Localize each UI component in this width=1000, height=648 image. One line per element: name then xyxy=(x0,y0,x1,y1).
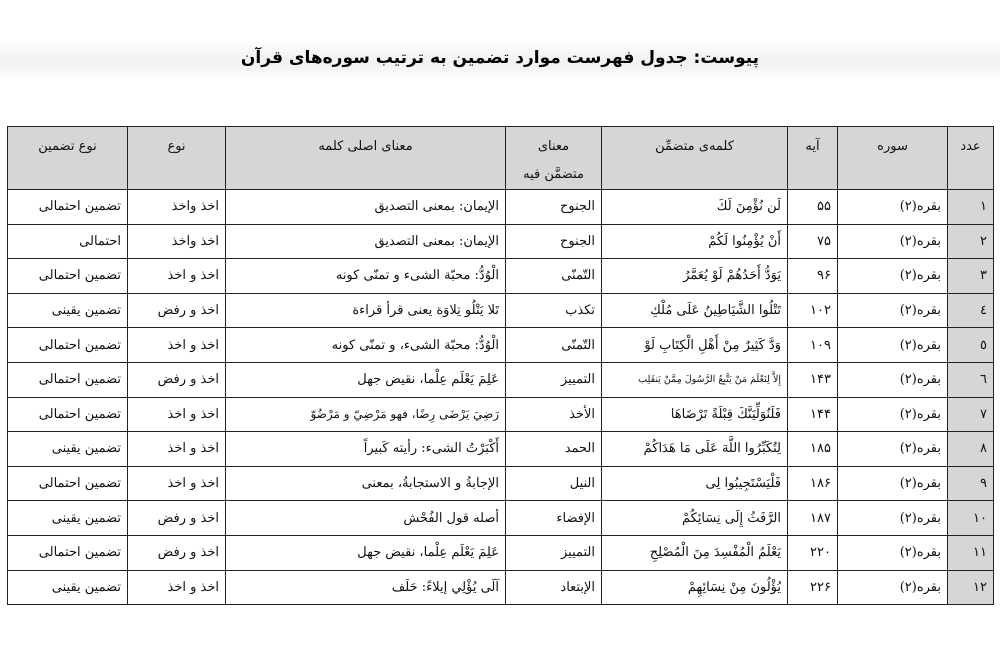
row-original-meaning: عَلِمَ يَعْلَم عِلْما، نقيض جهل xyxy=(226,535,506,570)
page-title: پیوست: جدول فهرست موارد تضمین به ترتیب سوره‌های قرآن xyxy=(240,48,760,68)
row-kind: اخذ و اخذ xyxy=(128,328,226,363)
table-row xyxy=(8,501,994,536)
row-tadmin-type: تضمین احتمالی xyxy=(8,397,128,432)
row-index: ۱۲ xyxy=(948,570,994,605)
row-kind: اخذ و اخذ xyxy=(128,432,226,467)
row-index: ۱۰ xyxy=(948,501,994,536)
row-phrase: لَن نُؤْمِنَ لَكَ xyxy=(602,190,788,225)
header-index: عدد xyxy=(948,127,994,190)
row-original-meaning: عَلِمَ يَعْلَم عِلْما، نقيض جهل xyxy=(226,362,506,397)
row-original-meaning: أصله قول الفُحْش xyxy=(226,501,506,536)
row-implied-meaning: التمييز xyxy=(506,535,602,570)
row-phrase: فَلَنُوَلِّيَنَّكَ قِبْلَةً تَرْضَاهَا xyxy=(602,397,788,432)
row-index: ٦ xyxy=(948,362,994,397)
row-aya: ۲۲۰ xyxy=(788,535,838,570)
table-row xyxy=(8,535,994,570)
row-original-meaning: الْوُدُّ: محبّة الشیء و تمنّی كونه xyxy=(226,259,506,294)
table-row xyxy=(8,293,994,328)
row-index: ۳ xyxy=(948,259,994,294)
row-surah: بقره(۲) xyxy=(838,293,948,328)
row-phrase: يُؤْلُونَ مِنْ نِسَائِهِمْ xyxy=(602,570,788,605)
row-phrase: فَلْيَسْتَجِيبُوا لِی xyxy=(602,466,788,501)
row-original-meaning: الإجابةُ و الاستجابةُ، بمعنی xyxy=(226,466,506,501)
header-kind: نوع xyxy=(128,127,226,190)
row-kind: اخذ واخذ xyxy=(128,224,226,259)
header-implied-meaning-line2: متضمَّن فیه xyxy=(523,167,584,182)
table-row xyxy=(8,328,994,363)
row-kind: اخذ و رفض xyxy=(128,501,226,536)
row-implied-meaning: التّمنّی xyxy=(506,259,602,294)
row-aya: ۱۸۶ xyxy=(788,466,838,501)
table-row xyxy=(8,362,994,397)
row-original-meaning: آلَى يُؤْلِي إيلاءً: حَلَف xyxy=(226,570,506,605)
row-phrase: الرَّفَثُ إِلَى نِسَائِكُمْ xyxy=(602,501,788,536)
row-tadmin-type: احتمالی xyxy=(8,224,128,259)
table-row xyxy=(8,466,994,501)
header-implied-meaning xyxy=(506,127,602,190)
row-original-meaning: الإیمان: بمعنی التصدیق xyxy=(226,190,506,225)
row-surah: بقره(۲) xyxy=(838,570,948,605)
row-surah: بقره(۲) xyxy=(838,432,948,467)
row-kind: اخذ و اخذ xyxy=(128,259,226,294)
row-aya: ۹۶ xyxy=(788,259,838,294)
row-surah: بقره(۲) xyxy=(838,466,948,501)
row-kind: اخذ و اخذ xyxy=(128,466,226,501)
row-implied-meaning: الجنوح xyxy=(506,224,602,259)
row-index: ۱۱ xyxy=(948,535,994,570)
row-surah: بقره(۲) xyxy=(838,328,948,363)
row-phrase: يَعْلَمُ الْمُفْسِدَ مِنَ الْمُصْلِحِ xyxy=(602,535,788,570)
row-implied-meaning: النيل xyxy=(506,466,602,501)
row-tadmin-type: تضمین یقینی xyxy=(8,293,128,328)
table-row xyxy=(8,224,994,259)
row-phrase: لِتُكَبِّرُوا اللَّهَ عَلَى مَا هَدَاكُمْ xyxy=(602,432,788,467)
row-implied-meaning: الإبتعاد xyxy=(506,570,602,605)
row-surah: بقره(۲) xyxy=(838,362,948,397)
row-index: ۹ xyxy=(948,466,994,501)
table-row xyxy=(8,432,994,467)
row-aya: ۱۸۵ xyxy=(788,432,838,467)
table-row xyxy=(8,259,994,294)
index-table xyxy=(7,126,994,605)
row-surah: بقره(۲) xyxy=(838,224,948,259)
table-row xyxy=(8,397,994,432)
row-implied-meaning: الجنوح xyxy=(506,190,602,225)
row-original-meaning: تَلا يَتْلُو تِلاوَة يعنی قرأ قراءة xyxy=(226,293,506,328)
row-surah: بقره(۲) xyxy=(838,259,948,294)
row-aya: ۵۵ xyxy=(788,190,838,225)
row-kind: اخذ واخذ xyxy=(128,190,226,225)
row-implied-meaning: التمييز xyxy=(506,362,602,397)
row-surah: بقره(۲) xyxy=(838,397,948,432)
row-aya: ۲۲۶ xyxy=(788,570,838,605)
row-phrase: أَنْ يُؤْمِنُوا لَكُمْ xyxy=(602,224,788,259)
row-implied-meaning: الإفضاء xyxy=(506,501,602,536)
row-tadmin-type: تضمین یقینی xyxy=(8,501,128,536)
row-phrase: يَوَدُّ أَحَدُهُمْ لَوْ يُعَمَّرُ xyxy=(602,259,788,294)
row-aya: ۱۸۷ xyxy=(788,501,838,536)
row-kind: اخذ و اخذ xyxy=(128,397,226,432)
row-original-meaning: الْوُدُّ: محبّة الشیء، و تمنّی كونه xyxy=(226,328,506,363)
row-tadmin-type: تضمین احتمالی xyxy=(8,535,128,570)
row-aya: ۱۴۳ xyxy=(788,362,838,397)
row-index: ۸ xyxy=(948,432,994,467)
row-kind: اخذ و رفض xyxy=(128,293,226,328)
row-phrase: إِلاَّ لِنَعْلَمَ مَنْ يَتَّبِعُ الرَّسُولَ مِمَّنْ يَنقَلِب xyxy=(602,362,788,397)
header-phrase: کلمه‌ی متضمِّن xyxy=(602,127,788,190)
header-implied-meaning-line1: معنای xyxy=(537,139,570,154)
header-tadmin-type: نوع تضمین xyxy=(8,127,128,190)
row-tadmin-type: تضمین احتمالی xyxy=(8,190,128,225)
table-row xyxy=(8,570,994,605)
row-original-meaning: رَضِيَ يَرْضَى رِضًا، فهو مَرْضِيّ و مَرْضُوّ xyxy=(226,397,506,432)
row-kind: اخذ و رفض xyxy=(128,535,226,570)
row-kind: اخذ و رفض xyxy=(128,362,226,397)
row-aya: ۱۰۹ xyxy=(788,328,838,363)
row-index: ۱ xyxy=(948,190,994,225)
row-original-meaning: الإیمان: بمعنی التصدیق xyxy=(226,224,506,259)
row-kind: اخذ و اخذ xyxy=(128,570,226,605)
row-surah: بقره(۲) xyxy=(838,535,948,570)
row-implied-meaning: الأخذ xyxy=(506,397,602,432)
row-original-meaning: أَكْبَرْتُ الشیء: رأيته كَبيراً xyxy=(226,432,506,467)
row-surah: بقره(۲) xyxy=(838,501,948,536)
row-index: ۲ xyxy=(948,224,994,259)
row-tadmin-type: تضمین احتمالی xyxy=(8,259,128,294)
row-tadmin-type: تضمین یقینی xyxy=(8,432,128,467)
row-index: ۷ xyxy=(948,397,994,432)
row-aya: ۱۰۲ xyxy=(788,293,838,328)
row-implied-meaning: تکذب xyxy=(506,293,602,328)
table-row xyxy=(8,190,994,225)
row-tadmin-type: تضمین احتمالی xyxy=(8,466,128,501)
row-tadmin-type: تضمین یقینی xyxy=(8,570,128,605)
header-original-meaning: معنای اصلی کلمه xyxy=(226,127,506,190)
row-index: ٤ xyxy=(948,293,994,328)
row-implied-meaning: الحمد xyxy=(506,432,602,467)
row-index: ٥ xyxy=(948,328,994,363)
row-aya: ۷۵ xyxy=(788,224,838,259)
header-row xyxy=(8,127,994,190)
row-aya: ۱۴۴ xyxy=(788,397,838,432)
row-phrase: تَتْلُوا الشَّيَاطِينُ عَلَى مُلْكِ xyxy=(602,293,788,328)
row-phrase: وَدَّ كَثِيرٌ مِنْ أَهْلِ الْكِتَابِ لَوْ xyxy=(602,328,788,363)
row-tadmin-type: تضمین احتمالی xyxy=(8,328,128,363)
row-surah: بقره(۲) xyxy=(838,190,948,225)
row-tadmin-type: تضمین احتمالی xyxy=(8,362,128,397)
header-aya: آیه xyxy=(788,127,838,190)
header-surah: سوره xyxy=(838,127,948,190)
row-implied-meaning: التّمنّی xyxy=(506,328,602,363)
